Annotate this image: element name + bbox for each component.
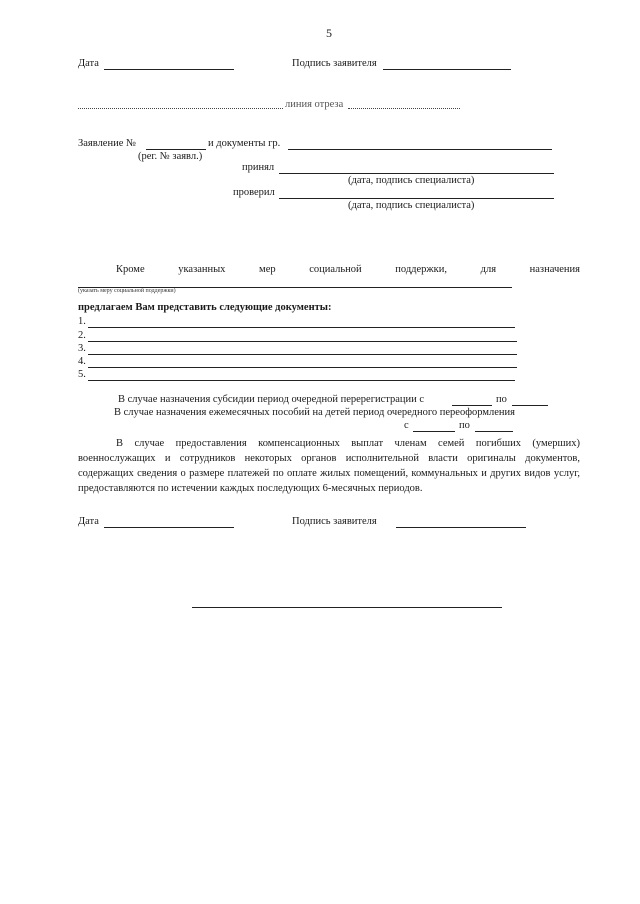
reg-note: (рег. № заявл.) [138, 151, 203, 162]
support-word: социальной [309, 264, 362, 275]
support-word: Кроме [116, 264, 145, 275]
doc-item-field[interactable] [88, 327, 515, 328]
doc-item-field[interactable] [88, 380, 515, 381]
accepted-note: (дата, подпись специалиста) [348, 175, 475, 186]
application-number-field[interactable] [146, 149, 206, 150]
compensation-paragraph: В случае предоставления компенсационных выплат членам семей погибших (умерших) военнослужащих и сотрудников некоторых органов исполнительной власти оригиналы документов, содержащих сведения о размере платежей по оплате жилых помещений, коммунальных и других видов услуг, предоставляются по истечении каждых последующих 6-месячных периодов. [78, 438, 580, 494]
accepted-field[interactable] [279, 173, 554, 174]
top-date-field[interactable] [104, 69, 234, 70]
doc-item-field[interactable] [88, 341, 517, 342]
allowance-from-field[interactable] [413, 431, 455, 432]
support-word: поддержки, [395, 264, 448, 275]
doc-item-number: 1. [78, 316, 86, 327]
bottom-date-label: Дата [78, 516, 99, 527]
doc-item-number: 2. [78, 330, 86, 341]
subsidy-to-field[interactable] [512, 405, 548, 406]
allowance-period-text: В случае назначения ежемесячных пособий на детей период очередного переоформления [114, 407, 515, 418]
allowance-from-label: с [404, 420, 409, 431]
application-label: Заявление № [78, 138, 137, 149]
subsidy-period-text: В случае назначения субсидии период очередной перерегистрации с [118, 394, 425, 405]
support-word: для [480, 264, 497, 275]
subsidy-to-label: по [496, 394, 507, 405]
allowance-to-label: по [459, 420, 470, 431]
bottom-signature-label: Подпись заявителя [292, 516, 377, 527]
closing-rule [192, 607, 502, 608]
cut-line-label: линия отреза [285, 99, 344, 110]
top-date-label: Дата [78, 58, 99, 69]
subsidy-from-field[interactable] [452, 405, 492, 406]
doc-item-number: 3. [78, 343, 86, 354]
bottom-date-field[interactable] [104, 527, 234, 528]
support-word: назначения [529, 264, 580, 275]
support-hint: (указать меру социальной поддержки) [78, 288, 176, 294]
page-number: 5 [326, 26, 332, 40]
applicant-name-field[interactable] [288, 149, 552, 150]
support-sentence [116, 264, 580, 275]
doc-item-field[interactable] [88, 367, 517, 368]
doc-item-number: 5. [78, 369, 86, 380]
cut-line-left [78, 108, 283, 109]
bottom-signature-field[interactable] [396, 527, 526, 528]
documents-heading: предлагаем Вам представить следующие документы: [78, 302, 332, 313]
support-word: указанных [178, 264, 226, 275]
checked-field[interactable] [279, 198, 554, 199]
support-word: мер [259, 264, 276, 275]
top-signature-label: Подпись заявителя [292, 58, 377, 69]
checked-note: (дата, подпись специалиста) [348, 200, 475, 211]
cut-line-right [348, 108, 460, 109]
doc-item-field[interactable] [88, 354, 517, 355]
accepted-label: принял [242, 162, 275, 173]
documents-label: и документы гр. [208, 138, 281, 149]
allowance-to-field[interactable] [475, 431, 513, 432]
checked-label: проверил [233, 187, 275, 198]
top-signature-field[interactable] [383, 69, 511, 70]
doc-item-number: 4. [78, 356, 86, 367]
